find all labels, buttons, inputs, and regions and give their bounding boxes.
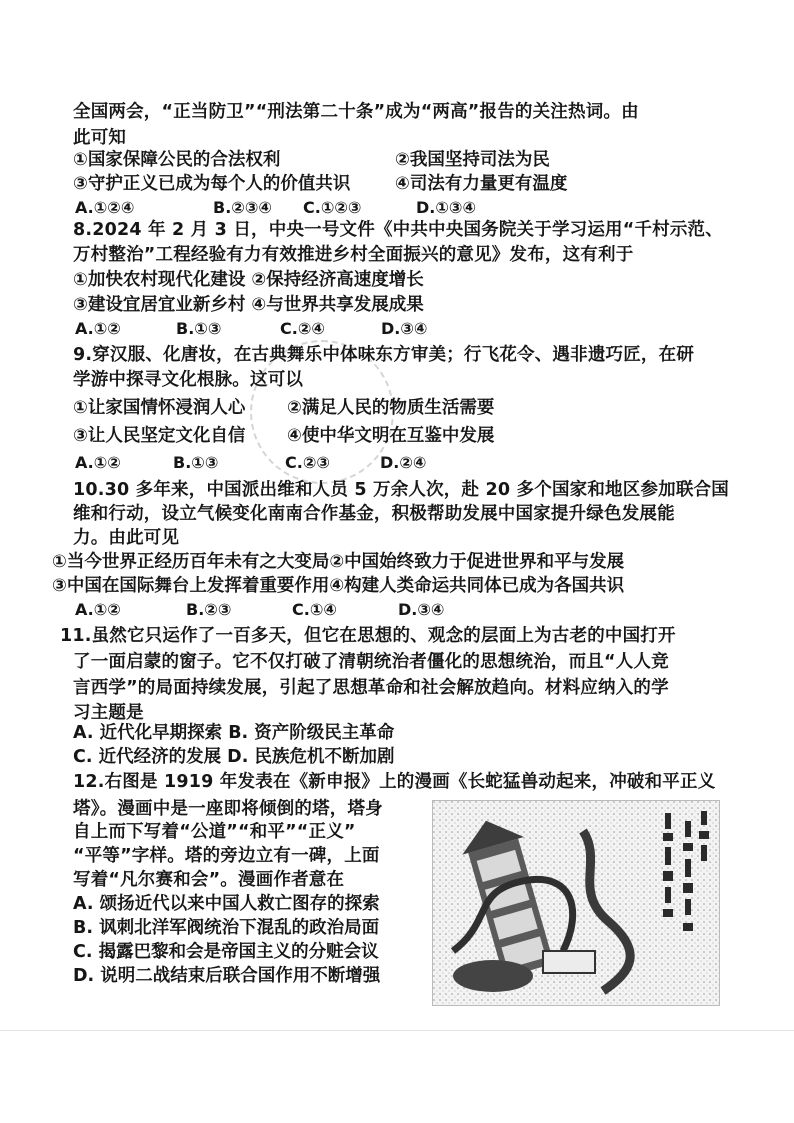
q9-stem-line2: 学游中探寻文化根脉。这可以 <box>73 370 304 390</box>
q10-answer-b: B.②③ <box>186 600 232 619</box>
q7-answer-b: B.②③④ <box>213 198 272 217</box>
q9-option-4: ④使中华文明在互鉴中发展 <box>287 426 495 446</box>
q8-answer-c: C.②④ <box>280 319 325 338</box>
q8-answer-a: A.①② <box>75 319 121 338</box>
q8-answer-d: D.③④ <box>381 319 428 338</box>
q10-options-line1: ①当今世界正经历百年未有之大变局②中国始终致力于促进世界和平与发展 <box>52 552 625 572</box>
cartoon-illustration <box>432 800 720 1006</box>
q9-answer-c: C.②③ <box>285 453 330 472</box>
q12-option-c: C. 揭露巴黎和会是帝国主义的分赃会议 <box>73 942 379 962</box>
q10-answer-c: C.①④ <box>292 600 337 619</box>
q7-answer-d: D.①③④ <box>416 198 476 217</box>
q7-option-1: ①国家保障公民的合法权利 <box>73 150 281 170</box>
q8-options-line2: ③建设宜居宜业新乡村 ④与世界共享发展成果 <box>73 295 424 315</box>
q11-options-line2: C. 近代经济的发展 D. 民族危机不断加剧 <box>73 747 395 767</box>
q11-options-line1: A. 近代化早期探索 B. 资产阶级民主革命 <box>73 723 395 743</box>
q7-option-3: ③守护正义已成为每个人的价值共识 <box>73 174 351 194</box>
q10-stem-line2: 维和行动，设立气候变化南南合作基金，积极帮助发展中国家提升绿色发展能 <box>73 504 675 524</box>
q12-option-b: B. 讽刺北洋军阀统治下混乱的政治局面 <box>73 918 380 938</box>
q11-stem-line2: 了一面启蒙的窗子。它不仅打破了清朝统治者僵化的思想统治，而且“人人竞 <box>73 652 669 672</box>
q8-stem-line2: 万村整治”工程经验有力有效推进乡村全面振兴的意见》发布，这有利于 <box>73 245 634 265</box>
q10-answer-d: D.③④ <box>398 600 445 619</box>
q8-stem-line1: 8.2024 年 2 月 3 日，中央一号文件《中共中央国务院关于学习运用“千村示范、 <box>73 220 723 240</box>
q7-option-4: ④司法有力量更有温度 <box>395 174 568 194</box>
q7-stem-line2: 此可知 <box>73 128 127 148</box>
q11-stem-line4: 习主题是 <box>73 703 144 723</box>
q10-stem-line3: 力。由此可见 <box>73 528 180 548</box>
q12-stem-line4: “平等”字样。塔的旁边立有一碑，上面 <box>73 846 380 866</box>
q9-option-3: ③让人民坚定文化自信 <box>73 426 246 446</box>
q10-options-line2: ③中国在国际舞台上发挥着重要作用④构建人类命运共同体已成为各国共识 <box>52 576 625 596</box>
q12-stem-line3: 自上而下写着“公道”“和平”“正义” <box>73 822 356 842</box>
q7-option-2: ②我国坚持司法为民 <box>395 150 550 170</box>
q12-stem-line1: 12.右图是 1919 年发表在《新申报》上的漫画《长蛇猛兽动起来，冲破和平正义 <box>73 772 716 792</box>
q9-answer-d: D.②④ <box>380 453 427 472</box>
q7-stem-line1: 全国两会，“正当防卫”“刑法第二十条”成为“两高”报告的关注热词。由 <box>73 102 639 122</box>
q9-option-1: ①让家国情怀浸润人心 <box>73 398 246 418</box>
q9-stem-line1: 9.穿汉服、化唐妆，在古典舞乐中体味东方审美；行飞花令、遇非遗巧匠，在研 <box>73 345 695 365</box>
q7-answer-a: A.①②④ <box>75 198 135 217</box>
q9-answer-a: A.①② <box>75 453 121 472</box>
q12-stem-line5: 写着“凡尔赛和会”。漫画作者意在 <box>73 870 345 890</box>
q10-answer-a: A.①② <box>75 600 121 619</box>
q8-answer-b: B.①③ <box>176 319 222 338</box>
q7-answer-c: C.①②③ <box>303 198 362 217</box>
page-bottom-rule <box>0 1030 794 1031</box>
q9-answer-b: B.①③ <box>173 453 219 472</box>
q11-stem-line3: 言西学”的局面持续发展，引起了思想革命和社会解放趋向。材料应纳入的学 <box>73 678 669 698</box>
q12-stem-line2: 塔》。漫画中是一座即将倾倒的塔，塔身 <box>73 799 383 819</box>
q11-stem-line1: 11.虽然它只运作了一百多天，但它在思想的、观念的层面上为古老的中国打开 <box>60 626 676 646</box>
q12-option-a: A. 颂扬近代以来中国人救亡图存的探索 <box>73 894 380 914</box>
q9-option-2: ②满足人民的物质生活需要 <box>287 398 495 418</box>
q8-options-line1: ①加快农村现代化建设 ②保持经济高速度增长 <box>73 270 424 290</box>
q10-stem-line1: 10.30 多年来，中国派出维和人员 5 万余人次，赴 20 多个国家和地区参加联合国 <box>73 480 729 500</box>
q12-option-d: D. 说明二战结束后联合国作用不断增强 <box>73 966 381 986</box>
